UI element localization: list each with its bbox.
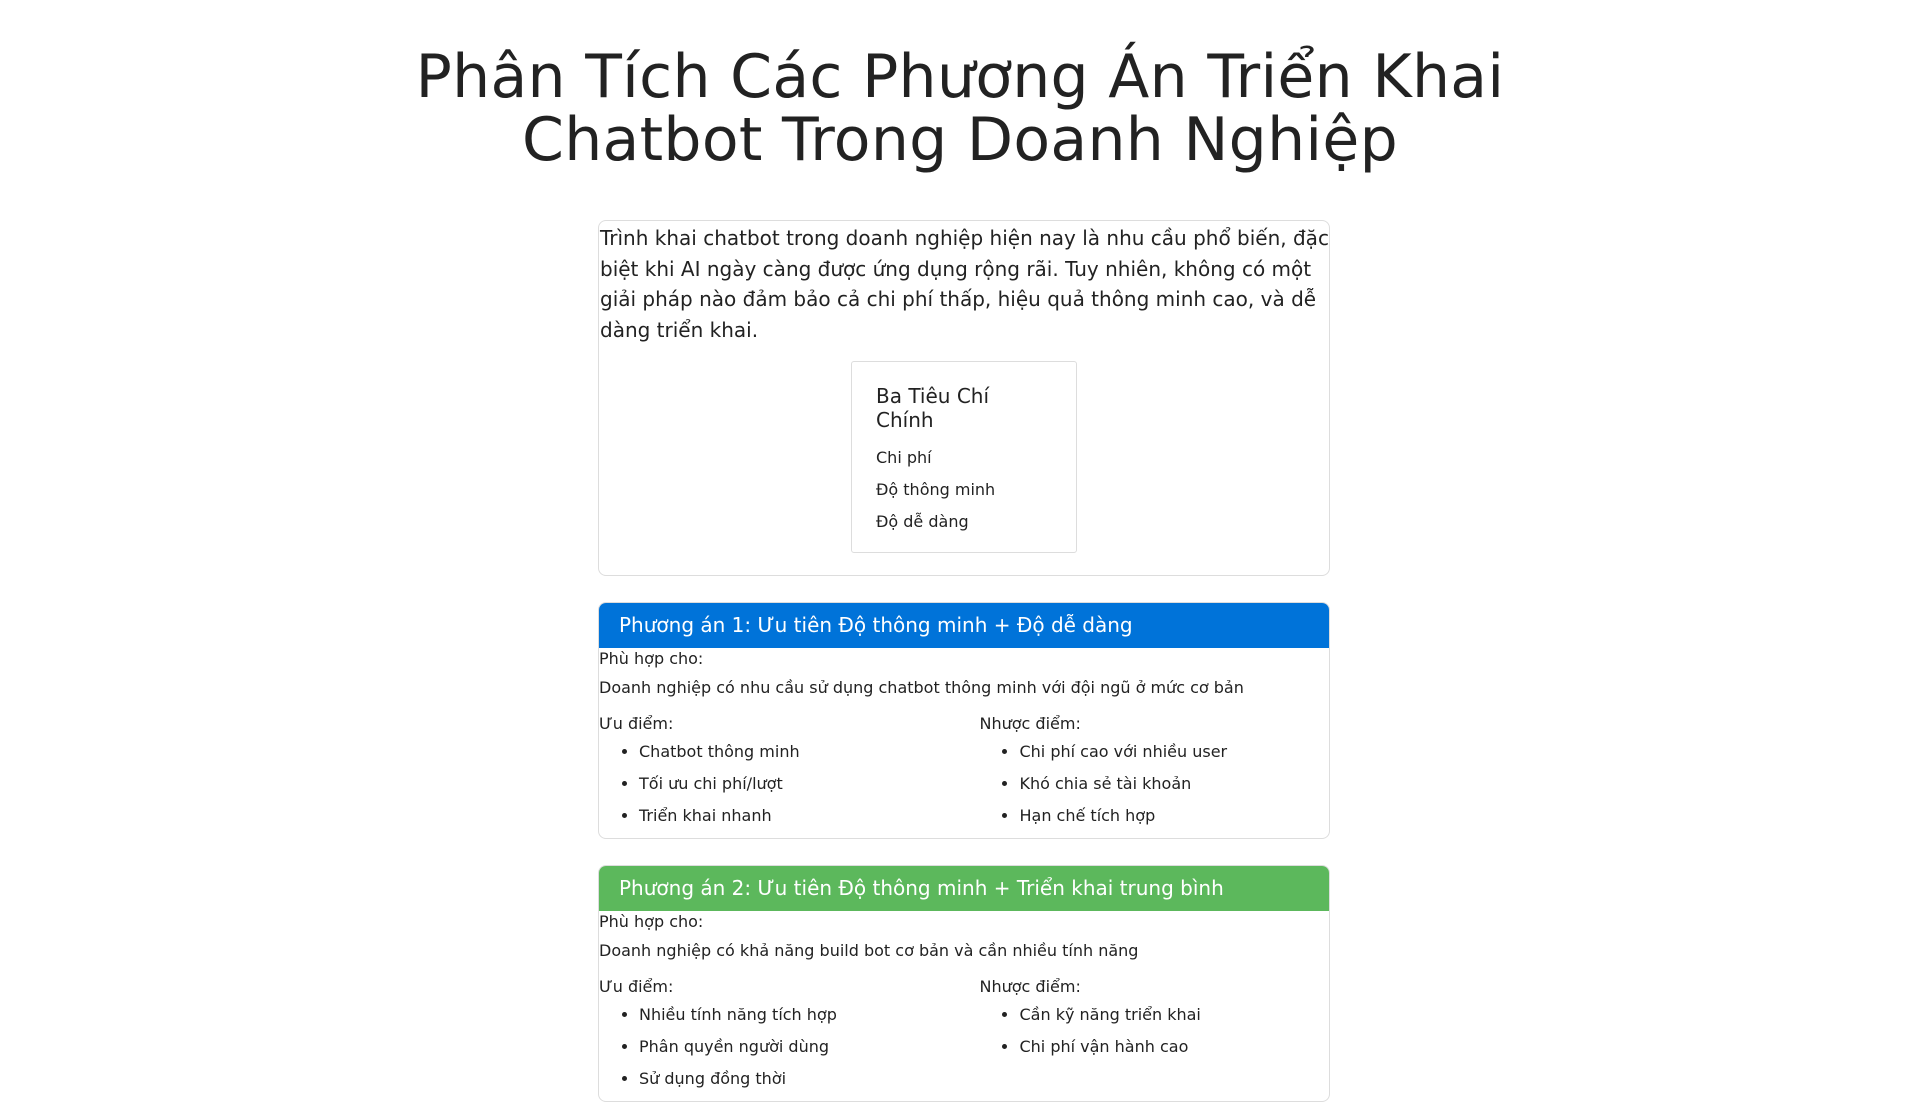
list-item: • Chi phí cao với nhiều user	[1019, 742, 1329, 762]
option-1-header: Phương án 1: Ưu tiên Độ thông minh + Độ dễ dàng	[599, 603, 1329, 648]
option-2-body	[599, 911, 1329, 1101]
list-item: • Phân quyền người dùng	[639, 1037, 979, 1057]
option-2-cons-list	[979, 1005, 1329, 1057]
criteria-box	[851, 361, 1077, 553]
option-2-suitable-label: Phù hợp cho:	[599, 912, 704, 931]
list-item: • Chi phí vận hành cao	[1019, 1037, 1329, 1057]
option-card-2	[598, 865, 1330, 1102]
option-1-pros	[599, 714, 979, 838]
option-2-cons-label: Nhược điểm:	[979, 977, 1081, 996]
criteria-item-cost: Chi phí	[876, 448, 932, 467]
option-2-pros-list	[599, 1005, 979, 1089]
option-1-cons	[979, 714, 1329, 838]
option-1-suitable-label: Phù hợp cho:	[599, 649, 704, 668]
list-item: • Tối ưu chi phí/lượt	[639, 774, 979, 794]
intro-card	[598, 220, 1330, 576]
option-1-columns	[599, 714, 1329, 838]
option-2-pros-label: Ưu điểm:	[599, 977, 674, 996]
option-1-body	[599, 648, 1329, 838]
option-2-cons	[979, 977, 1329, 1101]
list-item: • Cần kỹ năng triển khai	[1019, 1005, 1329, 1025]
list-item: • Nhiều tính năng tích hợp	[639, 1005, 979, 1025]
option-1-cons-label: Nhược điểm:	[979, 714, 1081, 733]
option-2-pros	[599, 977, 979, 1101]
option-2-columns	[599, 977, 1329, 1101]
page-title-line-1: Phân Tích Các Phương Án Triển Khai	[415, 42, 1505, 112]
list-item: • Sử dụng đồng thời	[639, 1069, 979, 1089]
criteria-title: Ba Tiêu Chí Chính	[876, 384, 990, 432]
criteria-item-ease: Độ dễ dàng	[876, 512, 969, 531]
criteria-item-intelligence: Độ thông minh	[876, 480, 996, 499]
page-title	[0, 42, 1920, 175]
option-card-1	[598, 602, 1330, 839]
list-item: • Hạn chế tích hợp	[1019, 806, 1329, 826]
intro-text: Trình khai chatbot trong doanh nghiệp hiện nay là nhu cầu phổ biến, đặc biệt khi AI ngày càng được ứng dụng rộng rãi. Tuy nhiên, không có một giải pháp nào đảm bảo cả chi phí thấp, hiệu quả thông minh cao, và dễ dàng triển khai.	[600, 226, 1329, 342]
option-2-suitable-text: Doanh nghiệp có khả năng build bot cơ bản và cần nhiều tính năng	[599, 941, 1139, 960]
list-item: • Khó chia sẻ tài khoản	[1019, 774, 1329, 794]
list-item: • Triển khai nhanh	[639, 806, 979, 826]
content-container	[598, 220, 1330, 1102]
criteria-list	[876, 442, 1052, 538]
option-1-pros-list	[599, 742, 979, 826]
list-item: • Chatbot thông minh	[639, 742, 979, 762]
option-1-suitable-text: Doanh nghiệp có nhu cầu sử dụng chatbot thông minh với đội ngũ ở mức cơ bản	[599, 678, 1244, 697]
option-2-header: Phương án 2: Ưu tiên Độ thông minh + Triển khai trung bình	[599, 866, 1329, 911]
option-1-cons-list	[979, 742, 1329, 826]
option-1-pros-label: Ưu điểm:	[599, 714, 674, 733]
page-title-line-2: Chatbot Trong Doanh Nghiệp	[522, 105, 1398, 175]
